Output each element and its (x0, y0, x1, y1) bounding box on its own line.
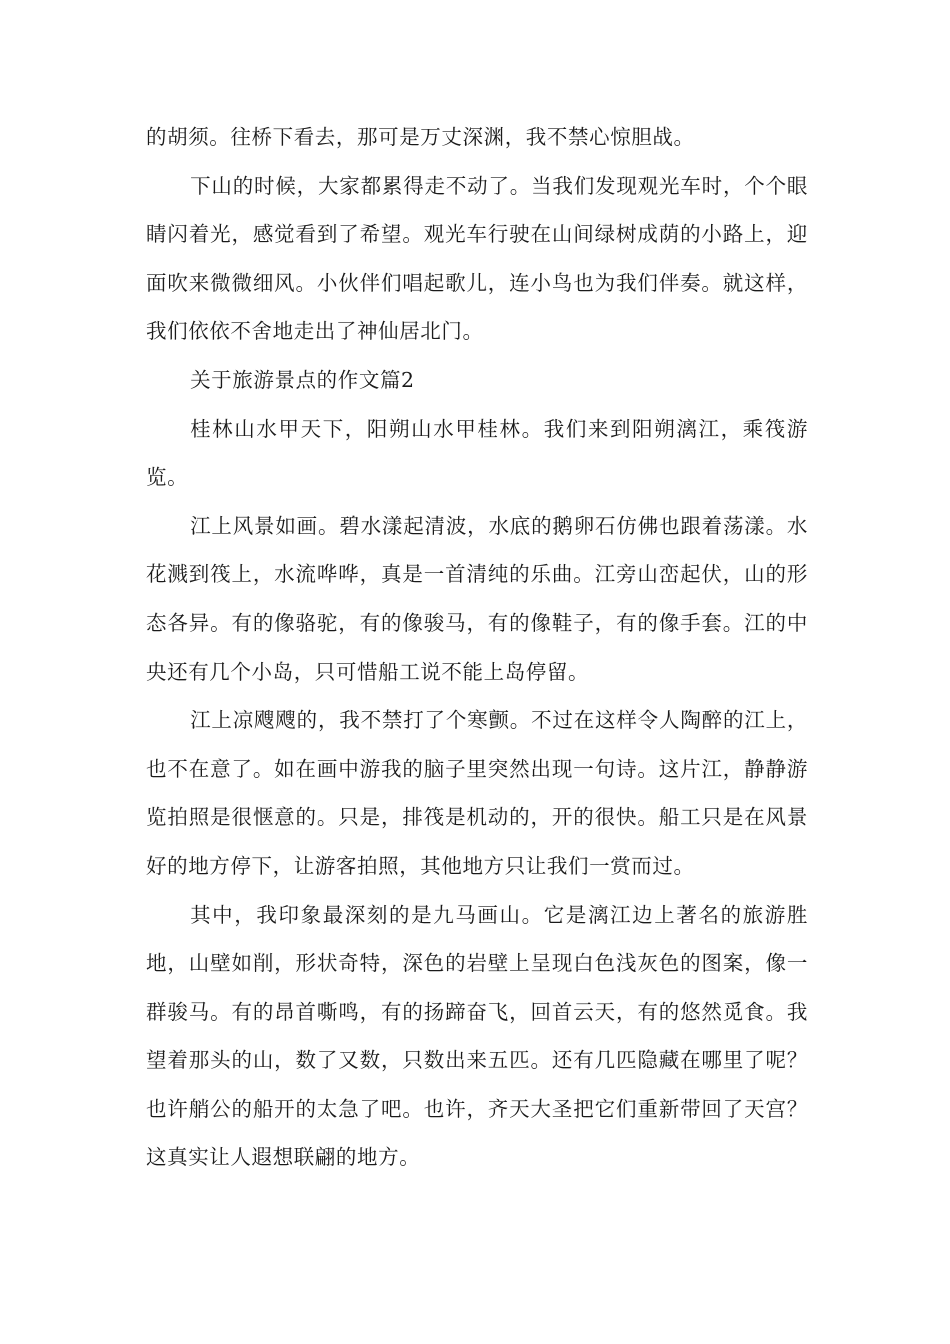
paragraph: 的胡须。往桥下看去，那可是万丈深渊，我不禁心惊胆战。 (146, 125, 695, 149)
paragraph: 桂林山水甲天下，阳朔山水甲桂林。我们来到阳朔漓江，乘筏游览。 (146, 416, 808, 490)
paragraph: 江上凉飕飕的，我不禁打了个寒颤。不过在这样令人陶醉的江上，也不在意了。如在画中游我的脑子里突然出现一句诗。这片江，静静游览拍照是很惬意的。只是，排筏是机动的，开的很快。船工只是在风景好的地方停下，让游客拍照，其他地方只让我们一赏而过。 (146, 708, 808, 878)
document-body (146, 113, 808, 1182)
paragraph: 江上风景如画。碧水漾起清波，水底的鹅卵石仿佛也跟着荡漾。水花溅到筏上，水流哗哗，真是一首清纯的乐曲。江旁山峦起伏，山的形态各异。有的像骆驼，有的像骏马，有的像鞋子，有的像手套。江的中央还有几个小岛，只可惜船工说不能上岛停留。 (146, 513, 808, 684)
paragraph: 下山的时候，大家都累得走不动了。当我们发现观光车时，个个眼睛闪着光，感觉看到了希望。观光车行驶在山间绿树成荫的小路上，迎面吹来微微细风。小伙伴们唱起歌儿，连小鸟也为我们伴奏。就这样，我们依依不舍地走出了神仙居北门。 (146, 173, 808, 344)
paragraph: 其中，我印象最深刻的是九马画山。它是漓江边上著名的旅游胜地，山壁如削，形状奇特，深色的岩壁上呈现白色浅灰色的图案，像一群骏马。有的昂首嘶鸣，有的扬蹄奋飞，回首云天，有的悠然觅食。我望着那头的山，数了又数，只数出来五匹。还有几匹隐藏在哪里了呢？也许艄公的船开的太急了吧。也许，齐天大圣把它们重新带回了天宫？这真实让人遐想联翩的地方。 (146, 902, 808, 1170)
section-heading: 关于旅游景点的作文篇2 (190, 367, 415, 392)
